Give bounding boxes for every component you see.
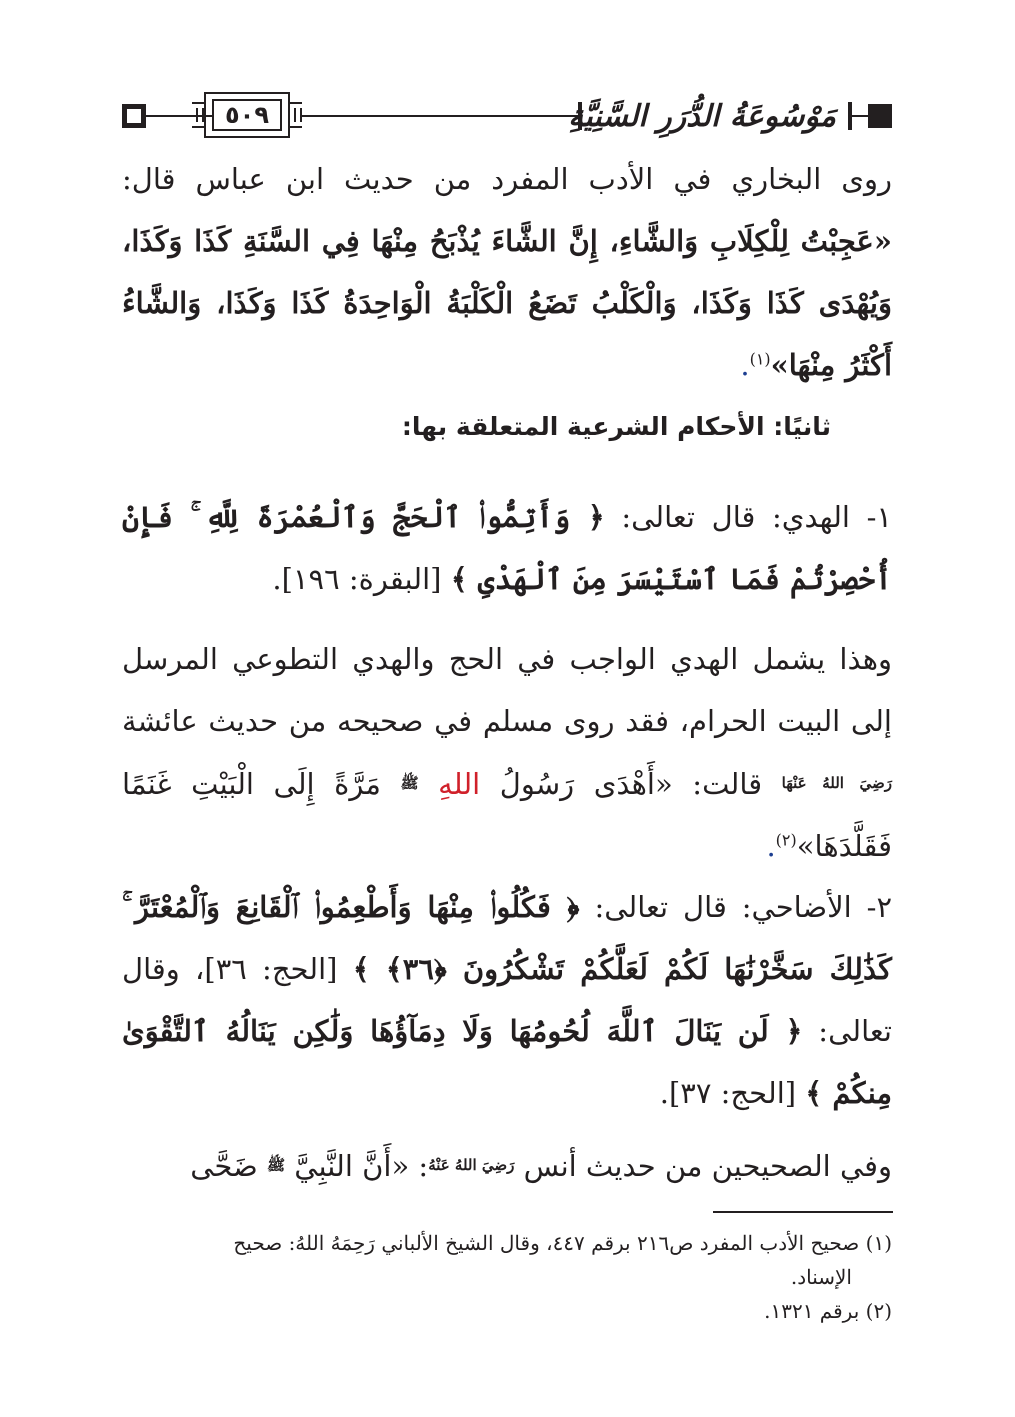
frame-knot-ornament: [290, 102, 302, 128]
series-title: مَوْسُوعَةُ الدُّرَرِ السَّنِيَّةِ: [568, 98, 836, 134]
paragraph-udhiyah: ٢- الأضاحي: قال تعالى: ﴿ فَكُلُوا۟ مِنْهَا وَأَطْعِمُوا۟ ٱلْقَانِعَ وَٱلْمُعْتَرَّ ۚ كَذَٰلِكَ سَخَّرْنَٰهَا لَكُمْ لَعَلَّكُمْ تَشْكُرُونَ ﴿٣٦﴾ ﴾ [الحج: ٣٦]، وقال تعالى: ﴿ لَن يَنَالَ ٱللَّهَ لُحُومُهَا وَلَا دِمَآؤُهَا وَلَٰكِن يَنَالُهُ ٱلتَّقْوَىٰ مِنكُمْ ﴾ [الحج: ٣٧].: [122, 890, 893, 1110]
honorific-ornament: ﷺ: [266, 1156, 286, 1174]
paragraph-text: روى البخاري في الأدب المفرد من حديث ابن عباس قال:: [122, 162, 892, 196]
honorific-ornament: رَضِيَ اللهُ عَنْهُ: [428, 1156, 515, 1174]
footnote-1-continuation: الإسناد.: [790, 1265, 852, 1289]
footnote-separator: [713, 1211, 893, 1213]
header-right-line: [852, 115, 868, 117]
footnote-ref: (١): [749, 349, 771, 369]
page-number: ٥٠٩: [212, 99, 282, 131]
paragraph-bukhari-hadith: روى البخاري في الأدب المفرد من حديث ابن عباس قال: «عَجِبْتُ لِلْكِلَابِ وَالشَّاءِ، إِنَّ الشَّاءَ يُذْبَحُ مِنْهَا فِي السَّنَةِ كَذَا وَكَذَا، وَيُهْدَى كَذَا وَكَذَا، وَالْكَلْبُ تَضَعُ الْكَلْبَةُ الْوَاحِدَةُ كَذَا وَكَذَا، وَالشَّاءُ أَكْثَرُ مِنْهَا»$^{(١)}$.: [122, 162, 892, 382]
honorific-ornament: رَضِيَ اللهُ عَنْهَا: [781, 774, 893, 792]
paragraph-anas-hadith: وفي الصحيحين من حديث أنس $^{رَضِيَ اللهُ عَنْهُ}$: «أَنَّ النَّبِيَّ $^ﷺ$ ضَحَّى: [190, 1149, 892, 1183]
page-number-frame: [192, 92, 302, 138]
footnote-1: (١) صحيح الأدب المفرد ص٢١٦ برقم ٤٤٧، وقال الشيخ الألباني رَحِمَهُ اللهُ: صحيح: [233, 1231, 892, 1255]
verse-citation: [الحج: ٣٧].: [659, 1076, 806, 1110]
verse-citation: [البقرة: ١٩٦].: [272, 562, 451, 596]
page-header: [122, 88, 892, 144]
footnote-2: (٢) برقم ١٣٢١.: [764, 1299, 892, 1323]
allah-word: اللهِ: [438, 767, 481, 801]
paragraph-muslim-hadith: وهذا يشمل الهدي الواجب في الحج والهدي التطوعي المرسل إلى البيت الحرام، فقد روى مسلم في صحيحه من حديث عائشة $^{رَضِيَ اللهُ عَنْهَا}$ قالت: «أَهْدَى رَسُولُ اللهِ $^ﷺ$ مَرَّةً إِلَى الْبَيْتِ غَنَمًا فَقَلَّدَهَا»$^{(٢)}$.: [122, 642, 893, 863]
header-right-square-ornament: [868, 104, 892, 128]
hadith-quote: «عَجِبْتُ لِلْكِلَابِ وَالشَّاءِ، إِنَّ الشَّاءَ يُذْبَحُ مِنْهَا فِي السَّنَةِ كَذَا وَكَذَا، وَيُهْدَى كَذَا وَكَذَا، وَالْكَلْبُ تَضَعُ الْكَلْبَةُ الْوَاحِدَةُ كَذَا وَكَذَا، وَالشَّاءُ أَكْثَرُ مِنْهَا»: [122, 224, 892, 382]
quran-verse: ﴿ وَأَتِمُّوا۟ ٱلْحَجَّ وَٱلْعُمْرَةَ لِلَّهِ ۚ فَإِنْ أُحْصِرْتُمْ فَمَا ٱسْتَيْسَرَ مِنَ ٱلْهَدْىِ ﴾: [122, 500, 892, 596]
verse-citation: [الحج: ٣٦]،: [195, 952, 353, 986]
quran-verse: ﴿ لَن يَنَالَ ٱللَّهَ لُحُومُهَا وَلَا دِمَآؤُهَا وَلَٰكِن يَنَالُهُ ٱلتَّقْوَىٰ مِنكُمْ ﴾: [122, 1014, 892, 1110]
paragraph-hady: ١- الهدي: قال تعالى: ﴿ وَأَتِمُّوا۟ ٱلْحَجَّ وَٱلْعُمْرَةَ لِلَّهِ ۚ فَإِنْ أُحْصِرْتُمْ فَمَا ٱسْتَيْسَرَ مِنَ ٱلْهَدْىِ ﴾ [البقرة: ١٩٦].: [122, 500, 892, 596]
frame-knot-ornament: [192, 102, 204, 128]
footnote-ref: (٢): [775, 830, 797, 850]
footnotes: [122, 1226, 892, 1328]
hadith-quote: «أَهْدَى رَسُولُ: [480, 767, 673, 801]
honorific-ornament: ﷺ: [400, 774, 419, 792]
quran-verse: ﴿ فَكُلُوا۟ مِنْهَا وَأَطْعِمُوا۟ ٱلْقَانِعَ وَٱلْمُعْتَرَّ ۚ كَذَٰلِكَ سَخَّرْنَٰهَا لَكُمْ لَعَلَّكُمْ تَشْكُرُونَ ﴿٣٦﴾ ﴾: [122, 890, 892, 986]
header-middle-line: [302, 115, 578, 117]
section-heading: ثانيًا: الأحكام الشرعية المتعلقة بها:: [401, 412, 831, 441]
header-left-square-ornament: [122, 104, 146, 128]
